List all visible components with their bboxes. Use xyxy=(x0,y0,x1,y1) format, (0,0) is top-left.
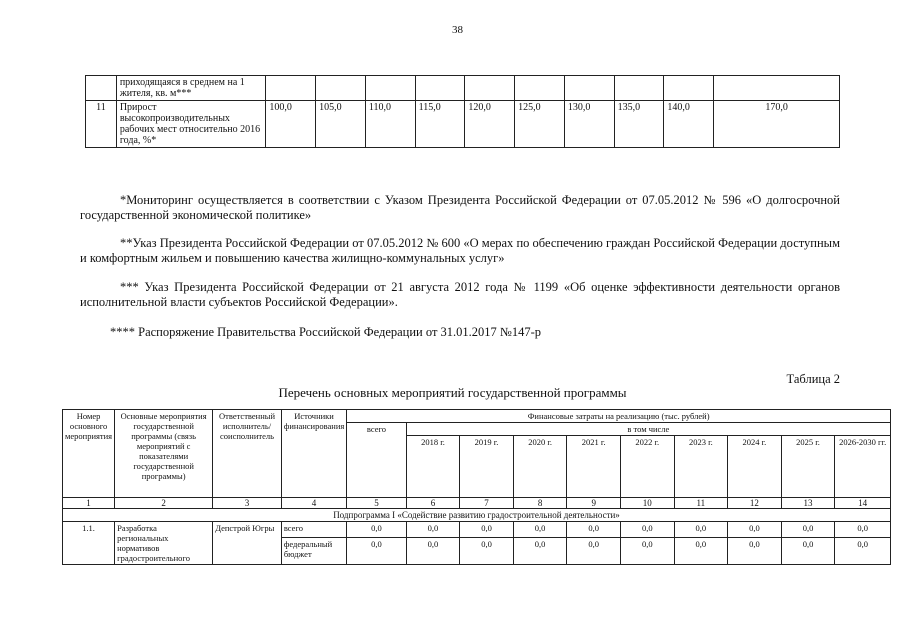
source-cell: всего xyxy=(281,522,346,538)
index-cell: 2 xyxy=(115,498,213,509)
value-cell: 105,0 xyxy=(316,101,366,148)
index-cell: 4 xyxy=(281,498,346,509)
header-events: Основные мероприятия государственной программы (связь мероприятий с показателями государственной программы) xyxy=(115,410,213,498)
value-cell: 115,0 xyxy=(415,101,465,148)
indicators-table xyxy=(85,75,840,148)
index-cell: 9 xyxy=(567,498,621,509)
header-year: 2023 г. xyxy=(674,436,728,498)
index-cell: 7 xyxy=(460,498,514,509)
value-cell: 140,0 xyxy=(664,101,714,148)
event-responsible: Депстрой Югры xyxy=(213,522,282,565)
header-num: Номер основного мероприятия xyxy=(63,410,115,498)
table-row xyxy=(63,522,891,538)
value-cell: 0,0 xyxy=(567,537,621,564)
value-cell: 0,0 xyxy=(513,522,567,538)
footnote-4: **** Распоряжение Правительства Российской Федерации от 31.01.2017 №147-р xyxy=(110,325,541,339)
value-cell: 0,0 xyxy=(835,522,891,538)
value-cell: 0,0 xyxy=(781,522,835,538)
header-year: 2024 г. xyxy=(728,436,782,498)
value-cell: 0,0 xyxy=(728,522,782,538)
header-total: всего xyxy=(347,423,406,498)
index-cell: 10 xyxy=(620,498,674,509)
value-cell: 0,0 xyxy=(513,537,567,564)
header-year: 2022 г. xyxy=(620,436,674,498)
value-cell: 0,0 xyxy=(406,522,460,538)
indicator-name: приходящаяся в среднем на 1 жителя, кв. м*** xyxy=(116,76,266,101)
index-cell: 12 xyxy=(728,498,782,509)
value-cell: 0,0 xyxy=(674,537,728,564)
header-year: 2020 г. xyxy=(513,436,567,498)
table-title: Перечень основных мероприятий государственной программы xyxy=(278,385,627,400)
value-cell: 135,0 xyxy=(614,101,664,148)
value-cell: 0,0 xyxy=(347,537,406,564)
header-year: 2026-2030 гг. xyxy=(835,436,891,498)
subprogram-title: Подпрограмма I «Содействие развитию градостроительной деятельности» xyxy=(63,509,891,522)
header-year: 2019 г. xyxy=(460,436,514,498)
index-cell: 13 xyxy=(781,498,835,509)
row-number: 11 xyxy=(86,101,117,148)
page-number: 38 xyxy=(452,24,463,36)
value-cell: 170,0 xyxy=(714,101,840,148)
header-incl: в том числе xyxy=(406,423,890,436)
value-cell: 130,0 xyxy=(564,101,614,148)
footnote-1: *Мониторинг осуществляется в соответствии с Указом Президента Российской Федерации от 07.05.2012 № 596 «О долгосрочной государственной экономической политике» xyxy=(80,193,840,222)
header-responsible: Ответственный исполнитель/ соисполнитель xyxy=(213,410,282,498)
value-cell: 0,0 xyxy=(728,537,782,564)
index-cell: 3 xyxy=(213,498,282,509)
value-cell: 100,0 xyxy=(266,101,316,148)
index-row xyxy=(63,498,891,509)
value-cell: 0,0 xyxy=(567,522,621,538)
value-cell: 125,0 xyxy=(515,101,565,148)
events-table xyxy=(62,409,891,565)
value-cell: 0,0 xyxy=(620,537,674,564)
header-year: 2018 г. xyxy=(406,436,460,498)
header-row xyxy=(63,410,891,423)
value-cell: 0,0 xyxy=(460,522,514,538)
index-cell: 6 xyxy=(406,498,460,509)
event-name: Разработка региональных нормативов градостроительного xyxy=(115,522,213,565)
footnote-3: *** Указ Президента Российской Федерации от 21 августа 2012 года № 1199 «Об оценке эффективности деятельности органов исполнительной власти субъектов Российской Федерации». xyxy=(80,280,840,309)
subprogram-row xyxy=(63,509,891,522)
header-year: 2021 г. xyxy=(567,436,621,498)
value-cell: 0,0 xyxy=(835,537,891,564)
index-cell: 8 xyxy=(513,498,567,509)
value-cell: 120,0 xyxy=(465,101,515,148)
table-row xyxy=(86,76,840,101)
header-fin: Финансовые затраты на реализацию (тыс. рублей) xyxy=(347,410,891,423)
table-row xyxy=(86,101,840,148)
value-cell: 0,0 xyxy=(347,522,406,538)
value-cell: 0,0 xyxy=(620,522,674,538)
value-cell: 110,0 xyxy=(365,101,415,148)
value-cell: 0,0 xyxy=(674,522,728,538)
index-cell: 5 xyxy=(347,498,406,509)
header-sources: Источники финансирования xyxy=(281,410,346,498)
index-cell: 14 xyxy=(835,498,891,509)
event-number: 1.1. xyxy=(63,522,115,565)
source-cell: федеральный бюджет xyxy=(281,537,346,564)
value-cell: 0,0 xyxy=(781,537,835,564)
value-cell: 0,0 xyxy=(460,537,514,564)
indicator-name: Прирост высокопроизводительных рабочих мест относительно 2016 года, %* xyxy=(116,101,266,148)
header-year: 2025 г. xyxy=(781,436,835,498)
value-cell: 0,0 xyxy=(406,537,460,564)
footnote-2: **Указ Президента Российской Федерации от 07.05.2012 № 600 «О мерах по обеспечению граждан Российской Федерации доступным и комфортным жильем и повышению качества жилищно-коммунальных услуг» xyxy=(80,236,840,265)
index-cell: 1 xyxy=(63,498,115,509)
table-label: Таблица 2 xyxy=(786,372,840,386)
index-cell: 11 xyxy=(674,498,728,509)
